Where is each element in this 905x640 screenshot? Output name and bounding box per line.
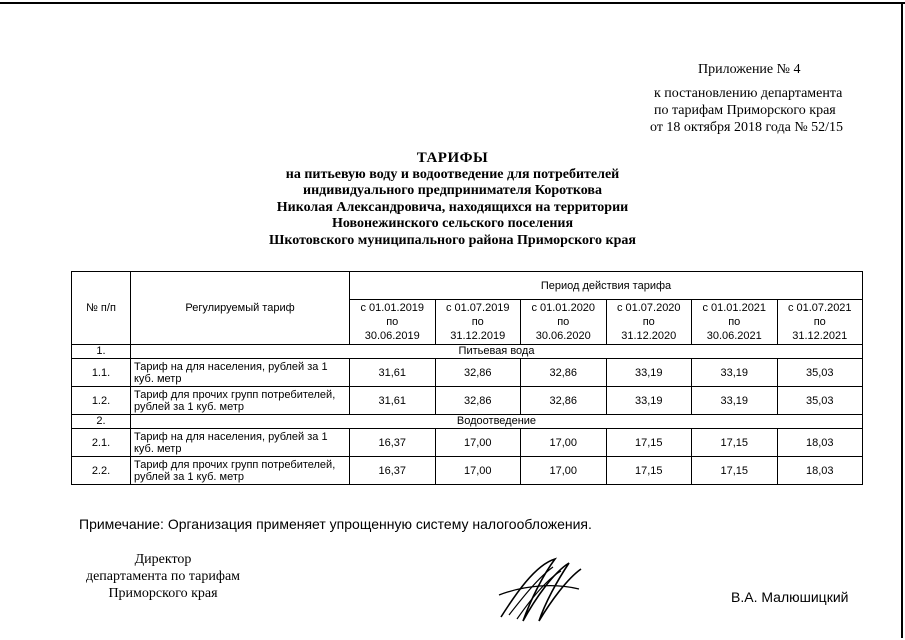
header-period: Период действия тарифа xyxy=(350,272,863,300)
appendix-title: Приложение № 4 xyxy=(698,62,801,77)
section-title: Водоотведение xyxy=(131,415,863,429)
row-tariff-name: Тариф для прочих групп потребителей, рублей за 1 куб. метр xyxy=(131,387,350,415)
document-title-line: Шкотовского муниципального района Приморского края xyxy=(269,232,636,248)
document-title xyxy=(0,150,905,249)
tariff-value: 31,61 xyxy=(350,359,436,387)
signatory-position xyxy=(78,551,248,602)
page-border-top xyxy=(0,2,905,4)
section-number: 2. xyxy=(72,415,131,429)
table-row xyxy=(72,429,863,457)
document-title-line: Новонежинского сельского поселения xyxy=(331,216,574,231)
section-title: Питьевая вода xyxy=(131,345,863,359)
signatory-line: Приморского края xyxy=(108,586,218,601)
header-tariff: Регулируемый тариф xyxy=(131,272,350,345)
tariff-value: 33,19 xyxy=(606,387,692,415)
section-number: 1. xyxy=(72,345,131,359)
tariff-value: 35,03 xyxy=(777,359,863,387)
signatory-line: Директор xyxy=(134,552,192,567)
table-row xyxy=(72,359,863,387)
tariff-value: 33,19 xyxy=(606,359,692,387)
tariff-value: 33,19 xyxy=(692,359,778,387)
signatory-line: департамента по тарифам xyxy=(85,569,241,584)
tariff-value: 32,86 xyxy=(435,359,521,387)
table-row xyxy=(72,457,863,485)
page-border-right xyxy=(901,2,903,638)
note-text: Примечание: Организация применяет упрощенную систему налогообложения. xyxy=(79,516,592,532)
period-column: с 01.01.2021 по 30.06.2021 xyxy=(692,300,778,345)
table-row xyxy=(72,387,863,415)
document-title-line: индивидуального предпринимателя Короткова xyxy=(303,183,602,198)
tariff-value: 17,00 xyxy=(521,429,607,457)
row-number: 2.1. xyxy=(72,429,131,457)
tariff-value: 16,37 xyxy=(350,429,436,457)
period-column: с 01.07.2019 по 31.12.2019 xyxy=(435,300,521,345)
period-column: с 01.01.2020 по 30.06.2020 xyxy=(521,300,607,345)
tariff-value: 16,37 xyxy=(350,457,436,485)
section-row xyxy=(72,345,863,359)
row-tariff-name: Тариф на для населения, рублей за 1 куб. метр xyxy=(131,359,350,387)
tariff-value: 17,15 xyxy=(692,429,778,457)
appendix-line: к постановлению департамента xyxy=(654,86,843,101)
row-number: 1.1. xyxy=(72,359,131,387)
period-column: с 01.07.2020 по 31.12.2020 xyxy=(606,300,692,345)
row-number: 2.2. xyxy=(72,457,131,485)
period-column: с 01.07.2021 по 31.12.2021 xyxy=(777,300,863,345)
period-column: с 01.01.2019 по 30.06.2019 xyxy=(350,300,436,345)
tariff-value: 32,86 xyxy=(435,387,521,415)
table-header-row xyxy=(72,272,863,300)
header-number: № п/п xyxy=(72,272,131,345)
tariff-value: 17,15 xyxy=(692,457,778,485)
row-tariff-name: Тариф для прочих групп потребителей, рублей за 1 куб. метр xyxy=(131,457,350,485)
tariff-value: 32,86 xyxy=(521,359,607,387)
tariff-value: 18,03 xyxy=(777,457,863,485)
document-title-main: ТАРИФЫ xyxy=(416,150,489,166)
tariff-value: 31,61 xyxy=(350,387,436,415)
row-number: 1.2. xyxy=(72,387,131,415)
document-title-line: Николая Александровича, находящихся на территории xyxy=(276,199,629,215)
tariff-value: 17,00 xyxy=(435,429,521,457)
tariff-table xyxy=(71,271,863,485)
tariff-value: 17,15 xyxy=(606,457,692,485)
tariff-value: 32,86 xyxy=(521,387,607,415)
signatory-name: В.А. Малюшицкий xyxy=(731,589,849,605)
appendix-line: по тарифам Приморского края xyxy=(654,103,836,118)
tariff-value: 33,19 xyxy=(692,387,778,415)
document-title-line: на питьевую воду и водоотведение для потребителей xyxy=(285,166,620,182)
tariff-value: 35,03 xyxy=(777,387,863,415)
row-tariff-name: Тариф на для населения, рублей за 1 куб. метр xyxy=(131,429,350,457)
tariff-value: 17,00 xyxy=(521,457,607,485)
tariff-value: 17,00 xyxy=(435,457,521,485)
handwritten-signature xyxy=(495,555,585,625)
tariff-value: 18,03 xyxy=(777,429,863,457)
appendix-line: от 18 октября 2018 года № 52/15 xyxy=(650,120,844,135)
tariff-value: 17,15 xyxy=(606,429,692,457)
section-row xyxy=(72,415,863,429)
